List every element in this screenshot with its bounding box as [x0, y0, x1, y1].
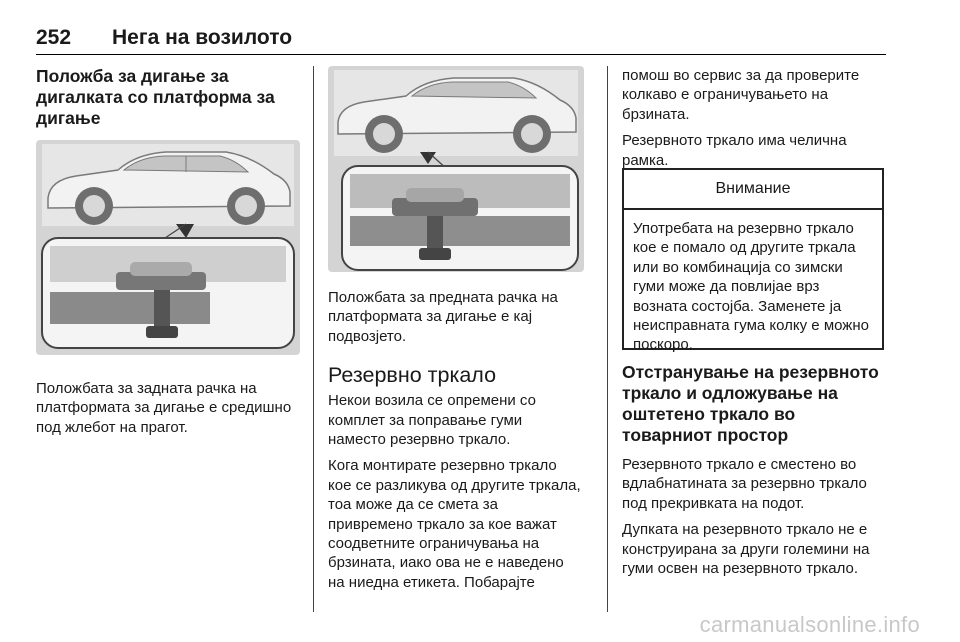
steel-rim-para: Резервното тркало има челична рамка.: [622, 132, 847, 169]
removal-section: [622, 362, 890, 578]
rear-lift-caption: Положбата за задната рачка на платформата за дигање е средишно под жлебот на прагот.: [36, 380, 292, 436]
warning-title: Внимание: [624, 170, 882, 210]
warning-body: Употребата на резервно тркало кое е помало од другите тркала или во комбинација со зимски гуми може да повлијае врз возната состојба. Заменете ја неисправната гума колку е можно поскоро.: [633, 220, 869, 354]
removal-heading: Отстранување на резервното тркало и одложување на оштетено тркало во товарниот простор: [622, 362, 879, 445]
watermark: carmanualsonline.info: [699, 612, 920, 637]
lift-position-heading: Положба за дигање за дигалката со платформа за дигање: [36, 66, 275, 128]
spare-wheel-title: Резервно тркало: [328, 363, 497, 388]
spare-wheel-para1: Некои возила се опремени со комплет за поправање гуми наместо резервно тркало.: [328, 392, 536, 449]
speed-limit-para: помош во сервис за да проверите колкаво е ограничувањето на брзината.: [622, 67, 860, 123]
column-divider-left: [313, 66, 314, 612]
column-right: [622, 66, 890, 170]
spare-wheel-para2: Кога монтирате резервно тркало кое се разликува од другите тркала, тоа може да се смета за привремено тркало за кое важат соодветните ограничувања на брзината, иако ова не е наведено на ниедна етикета. Побарајте: [328, 457, 581, 591]
rear-lift-position-illustration: [36, 140, 300, 355]
warning-box: [622, 168, 884, 354]
wheel-well-para: Дупката на резервното тркало не е конструирана за други големини на гуми освен на резервното тркало.: [622, 521, 870, 578]
column-middle: [328, 66, 584, 592]
front-lift-position-illustration: [328, 66, 584, 272]
column-left: [36, 66, 300, 437]
page-header: [36, 26, 886, 55]
page-number: 252: [36, 26, 72, 49]
spare-location-para: Резервното тркало е сместено во вдлабнатината за резервно тркало под прекривката на подот.: [622, 456, 867, 512]
front-lift-caption: Положбата за предната рачка на платформата за дигање е кај подвозјето.: [328, 289, 558, 345]
column-divider-right: [607, 66, 608, 612]
page-title: Нега на возилото: [112, 26, 293, 49]
